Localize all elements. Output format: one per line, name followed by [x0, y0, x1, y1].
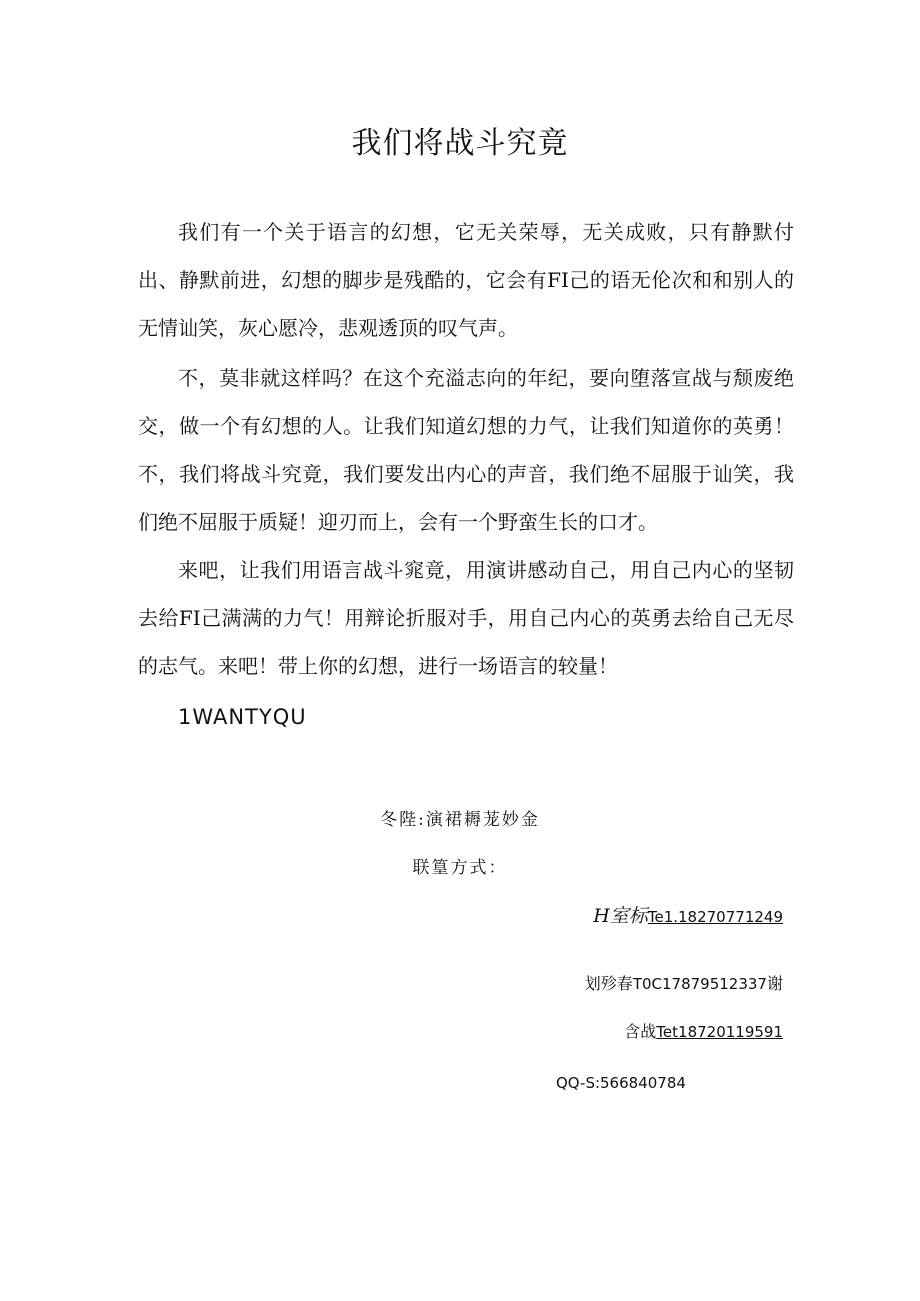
paragraph-3: 来吧，让我们用语言战斗窕竟，用演讲感动自己，用自己内心的坚韧去给FI己满满的力气！用辩论折服对手，用自己内心的英勇去给自己无尽的志气。来吧！带上你的幻想，进行一场语言的较量！ — [138, 558, 794, 678]
contact-number: Te1.18270771249 — [647, 908, 783, 926]
organizer-line: 冬陛:演裙耨茏妙金 — [380, 810, 540, 830]
contact-number: T0C17879512337 — [632, 975, 767, 993]
paragraph-2: 不，莫非就这样吗？在这个充溢志向的年纪，要向堕落宣战与颓废绝交，做一个有幻想的人。让我们知道幻想的力气，让我们知道你的英勇！不，我们将战斗究竟，我们要发出内心的声音，我们绝不屈服于讪笑，我们绝不屈服于质疑！迎刃而上，会有一个野蛮生长的口才。 — [138, 366, 794, 534]
contact-label: 联篁方式： — [412, 858, 508, 878]
contact-name: H室标 — [593, 905, 648, 927]
contact-name: 划殄春 — [584, 974, 633, 993]
contact-entry — [593, 901, 783, 928]
contact-number: Tet18720119591 — [656, 1023, 783, 1041]
contact-entry — [585, 971, 783, 994]
contact-entry — [624, 1019, 783, 1042]
slogan: 1WANTYQU — [178, 705, 307, 729]
paragraph-1: 我们有一个关于语言的幻想，它无关荣辱，无关成败，只有静默付出、静默前进，幻想的脚步是残酷的，它会有FI己的语无伦次和和别人的无情讪笑，灰心愿冷，悲观透顶的叹气声。 — [138, 220, 794, 340]
contact-suffix: 谢 — [766, 974, 783, 993]
page-title: 我们将战斗究竟 — [351, 126, 569, 161]
contact-name: 含战 — [624, 1022, 657, 1041]
qq-contact: QQ-S:566840784 — [556, 1074, 686, 1092]
